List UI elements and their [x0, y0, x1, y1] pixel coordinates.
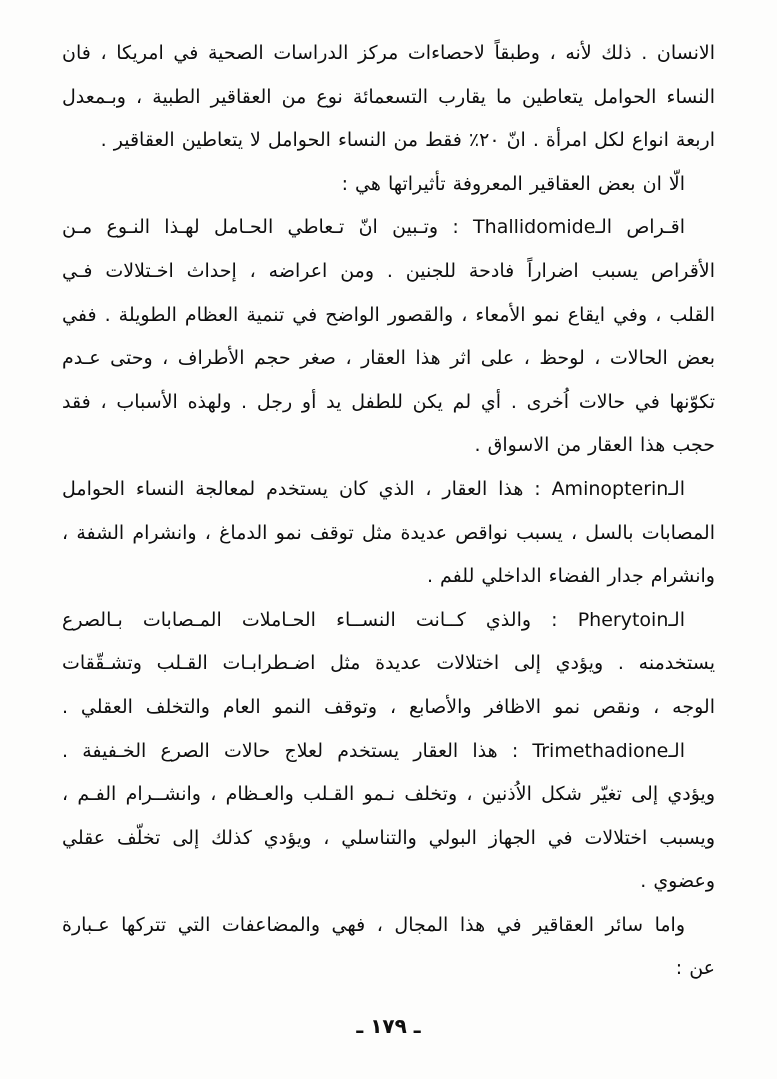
text-line: الأقراص يسبب اضراراً فادحة للجنين . ومن اعراضه ، إحداث اخـتلالات فـي — [62, 259, 715, 282]
page-footer — [0, 1014, 777, 1038]
text-line: ويؤدي إلى تغيّر شكل الاُذنين ، وتخلف نـمو القـلب والعـظام ، وانشــرام الفـم ، — [62, 783, 715, 806]
text-line-trimethadione-heading: الـTrimethadione : هذا العقار يستخدم لعلاج حالات الصرع الخـفيفة . — [62, 739, 685, 762]
text-line: حجب هذا العقار من الاسواق . — [474, 434, 715, 457]
text-line-pherytoin-heading: الـPherytoin : والذي كــانت النســاء الحـاملات المـصابات بـالصرع — [62, 608, 685, 631]
text-line: الانسان . ذلك لأنه ، وطبقاً لاحصاءات مركز الدراسات الصحية في امريكا ، فان — [62, 42, 715, 64]
text-line-aminopterin-heading: الـAminopterin : هذا العقار ، الذي كان يستخدم لمعالجة النساء الحوامل — [62, 477, 685, 500]
text-line: بعض الحالات ، لوحظ ، على اثر هذا العقار ، صغر حجم الأطراف ، وحتى عـدم — [62, 347, 715, 370]
text-line: ويسبب اختلالات في الجهاز البولي والتناسلي ، ويؤدي كذلك إلى تخلّف عقلي — [62, 826, 715, 849]
page-text-block — [62, 32, 715, 991]
text-line-thallidomide-heading: اقـراص الـThallidomide : وتـبين انّ تـعاطي الحـامل لهـذا النـوع مـن — [62, 216, 685, 239]
page-number: ـ ١٧٩ ـ — [356, 1014, 421, 1038]
text-line: المصابات بالسل ، يسبب نواقص عديدة مثل توقف نمو الدماغ ، وانشرام الشفة ، — [62, 521, 715, 544]
text-line: الوجه ، ونقص نمو الاظافر والأصابع ، وتوقف النمو العام والتخلف العقلي . — [62, 695, 715, 718]
text-line: تكوّنها في حالات اُخرى . أي لم يكن للطفل يد أو رجل . ولهذه الأسباب ، فقد — [62, 390, 715, 413]
text-line: وعضوي . — [640, 870, 715, 893]
text-line: يستخدمنه . ويؤدي إلى اختلالات عديدة مثل اضـطرابـات القـلب وتشـقّقات — [62, 652, 715, 675]
text-line: النساء الحوامل يتعاطين ما يقارب التسعمائة نوع من العقاقير الطبية ، وبـمعدل — [62, 85, 715, 108]
text-line: القلب ، وفي ايقاع نمو الأمعاء ، والقصور الواضح في تنمية العظام الطويلة . ففي — [62, 303, 715, 326]
text-line: عن : — [675, 957, 715, 980]
text-line: الّا ان بعض العقاقير المعروفة تأثيراتها هي : — [341, 172, 685, 195]
text-line: وانشرام جدار الفضاء الداخلي للفم . — [426, 565, 715, 588]
text-line: اربعة انواع لكل امرأة . انّ ٢٠٪ فقط من النساء الحوامل لا يتعاطين العقاقير . — [100, 129, 715, 152]
text-line: واما سائر العقاقير في هذا المجال ، فهي والمضاعفات التي تتركها عـبارة — [62, 913, 685, 936]
